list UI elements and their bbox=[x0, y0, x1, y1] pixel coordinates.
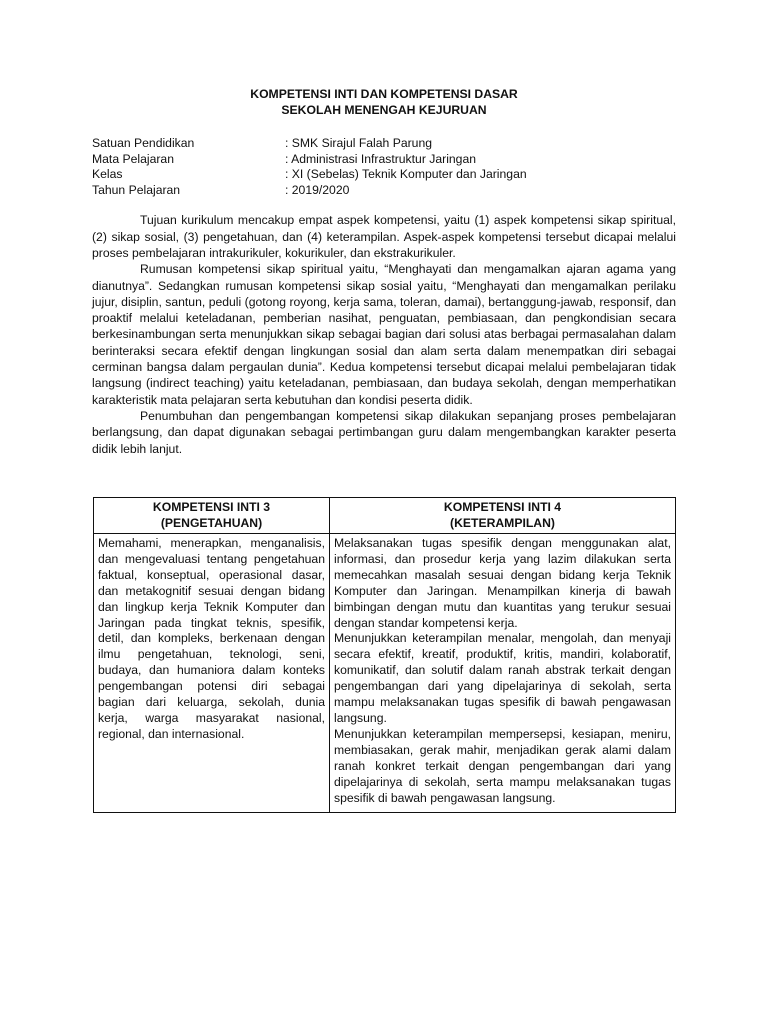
meta-row-tahun bbox=[92, 183, 676, 199]
meta-label: Tahun Pelajaran bbox=[92, 182, 181, 197]
ki4-text-3: Menunjukkan keterampilan mempersepsi, kesiapan, meniru, membiasakan, gerak mahir, menjadikan gerak alami dalam ranah konkret terkait dengan pengembangan dari yang dipelajarinya di sekolah, serta mampu melaksanakan tugas spesifik di bawah pengawasan langsung. bbox=[334, 726, 671, 805]
meta-value: : 2019/2020 bbox=[285, 182, 350, 197]
meta-value: : Administrasi Infrastruktur Jaringan bbox=[285, 151, 477, 166]
document-meta bbox=[92, 136, 676, 198]
meta-label: Kelas bbox=[92, 167, 123, 182]
meta-row-kelas bbox=[92, 167, 676, 183]
ki3-cell bbox=[94, 534, 330, 813]
paragraph-tujuan: Tujuan kurikulum mencakup empat aspek kompetensi, yaitu (1) aspek kompetensi sikap spiritual, (2) sikap sosial, (3) pengetahuan, dan (4) keterampilan. Aspek-aspek kompetensi tersebut dicapai melalui proses pembelajaran intrakurikuler, kokurikuler, dan ekstrakurikuler. bbox=[92, 213, 676, 260]
meta-value: : SMK Sirajul Falah Parung bbox=[285, 136, 432, 150]
ki4-text-1: Melaksanakan tugas spesifik dengan menggunakan alat, informasi, dan prosedur kerja yang lazim dilakukan serta memecahkan masalah sesuai dengan bidang kerja Teknik Komputer dan Jaringan. Menampilkan kinerja di bawah bimbingan dengan mutu dan kuantitas yang terukur sesuai dengan standar kompetensi kerja. bbox=[334, 536, 671, 630]
kompetensi-table bbox=[93, 497, 676, 813]
body-paragraphs bbox=[92, 212, 676, 456]
title-line-2: SEKOLAH MENENGAH KEJURUAN bbox=[281, 103, 487, 117]
ki3-header-title: KOMPETENSI INTI 3 bbox=[152, 500, 271, 514]
ki4-cell bbox=[330, 534, 676, 813]
ki3-header-subtitle: (PENGETAHUAN) bbox=[160, 516, 263, 530]
meta-row-satuan bbox=[92, 136, 676, 152]
ki3-text: Memahami, menerapkan, menganalisis, dan mengevaluasi tentang pengetahuan faktual, konseptual, operasional dasar, dan metakognitif sesuai dengan bidang dan lingkup kerja Teknik Komputer dan Jaringan pada tingkat teknis, spesifik, detil, dan kompleks, berkenaan dengan ilmu pengetahuan, teknologi, seni, budaya, dan humaniora dalam konteks pengembangan potensi diri sebagai bagian dari keluarga, sekolah, dunia kerja, warga masyarakat nasional, regional, dan internasional. bbox=[98, 536, 325, 741]
meta-label: Satuan Pendidikan bbox=[92, 136, 195, 150]
ki4-text-2: Menunjukkan keterampilan menalar, mengolah, dan menyaji secara efektif, kreatif, produktif, kritis, mandiri, kolaboratif, komunikatif, dan solutif dalam ranah abstrak terkait dengan pengembangan dari yang dipelajarinya di sekolah, serta mampu melaksanakan tugas spesifik di bawah pengawasan langsung. bbox=[334, 631, 671, 725]
table-header-row bbox=[94, 498, 676, 534]
document-page bbox=[92, 86, 676, 457]
title-line-1: KOMPETENSI INTI DAN KOMPETENSI DASAR bbox=[250, 87, 518, 101]
meta-value: : XI (Sebelas) Teknik Komputer dan Jaringan bbox=[285, 167, 527, 182]
ki4-header-subtitle: (KETERAMPILAN) bbox=[450, 516, 555, 530]
paragraph-penumbuhan: Penumbuhan dan pengembangan kompetensi sikap dilakukan sepanjang proses pembelajaran berlangsung, dan dapat digunakan sebagai pertimbangan guru dalam mengembangkan karakter peserta didik lebih lanjut. bbox=[92, 408, 676, 456]
ki4-header bbox=[330, 498, 676, 534]
paragraph-rumusan: Rumusan kompetensi sikap spiritual yaitu, “Menghayati dan mengamalkan ajaran agama yang dianutnya”. Sedangkan rumusan kompetensi sikap sosial yaitu, “Menghayati dan mengamalkan perilaku jujur, disiplin, santun, peduli (gotong royong, kerja sama, toleran, damai), bertanggung-jawab, responsif, dan proaktif melalui keteladanan, pemberian nasihat, penguatan, pembiasaan, dan pengkondisian secara berkesinambungan serta menunjukkan sikap sebagai bagian dari solusi atas berbagai permasalahan dalam berinteraksi secara efektif dengan lingkungan sosial dan alam serta dalam menempatkan diri sebagai cerminan bangsa dalam pergaulan dunia”. Kedua kompetensi tersebut dicapai melalui pembelajaran tidak langsung (indirect teaching) yaitu keteladanan, pembiasaan, dan budaya sekolah, dengan memperhatikan karakteristik mata pelajaran serta kebutuhan dan kondisi peserta didik. bbox=[92, 262, 676, 407]
ki3-header bbox=[94, 498, 330, 534]
meta-row-mapel bbox=[92, 152, 676, 168]
table-row bbox=[94, 534, 676, 813]
ki4-header-title: KOMPETENSI INTI 4 bbox=[443, 500, 562, 514]
document-title bbox=[92, 86, 676, 118]
meta-label: Mata Pelajaran bbox=[92, 151, 174, 166]
